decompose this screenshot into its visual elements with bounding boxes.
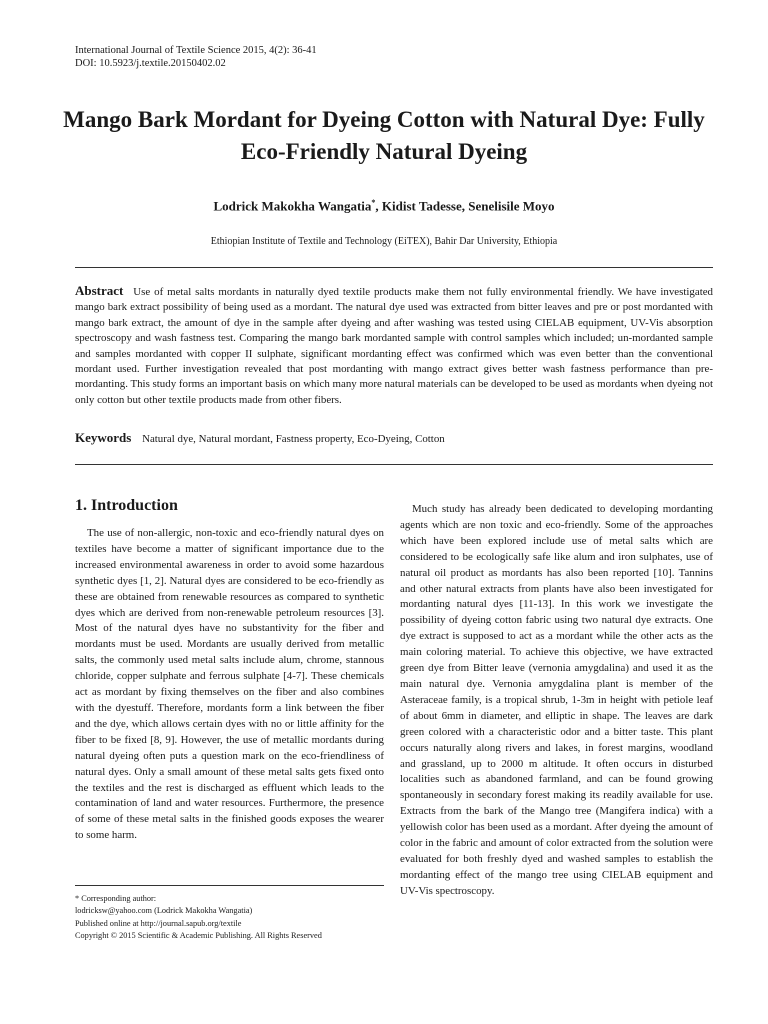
corresponding-mark: * — [371, 198, 376, 207]
intro-left-column: The use of non-allergic, non-toxic and eco-friendly natural dyes on textiles have become a matter of significant importance due to the increased environmental awareness in order to avoid some hazardous synthetic dyes [1, 2]. Natural dyes are considered to be eco-friendly as these are obtained from renewable resources as compared to synthetic dyes which are derived from non-renewable petroleum resources [3]. Most of the natural dyes have no substantivity for the fiber and mordants must be used. Mordants are usually derived from metallic salts, the commonly used metal salts include alum, chrome, stannous chloride, copper sulphate and ferrous sulphate [4-7]. These chemicals act as mordant by fixing themselves on the fiber and also combines with the dyestuff. Therefore, mordants form a link between the fiber and the dye, which allows certain dyes with no or little affinity for the fiber to be fixed [8, 9]. However, the use of metallic mordants during natural dyeing often puts a question mark on the eco-friendliness of natural dyes. Only a small amount of these metal salts gets fixed onto the textiles and the rest is discharged as effluent which leads to the contamination of land and water resources. Furthermore, the presence of some of these metal salts in the finished goods exposes the wearer to some harm. — [75, 527, 384, 842]
section-heading-introduction: 1. Introduction — [75, 497, 178, 514]
divider-top — [75, 267, 713, 268]
footnote-corresponding: * Corresponding author: — [75, 894, 157, 903]
doi[interactable]: DOI: 10.5923/j.textile.20150402.02 — [75, 58, 226, 69]
footnote-divider — [75, 885, 384, 886]
divider-bottom — [75, 464, 713, 465]
footnote-email[interactable]: lodricksw@yahoo.com (Lodrick Makokha Wangatia) — [75, 906, 253, 916]
paper-title: Mango Bark Mordant for Dyeing Cotton with Natural Dye: Fully Eco-Friendly Natural Dyeing — [63, 107, 705, 164]
abstract — [75, 283, 713, 408]
footnote-copyright: Copyright © 2015 Scientific & Academic Publishing. All Rights Reserved — [75, 930, 322, 940]
keywords-heading: Keywords — [75, 430, 132, 445]
author-rest: , Kidist Tadesse, Senelisile Moyo — [375, 198, 555, 214]
author-first: Lodrick Makokha Wangatia — [213, 198, 372, 214]
keywords — [75, 430, 713, 446]
journal-header — [75, 44, 317, 70]
intro-right-column: Much study has already been dedicated to developing mordanting agents which are non toxic and eco-friendly. Some of the approaches which have been explored include use of metal salts which are considered to be ecologically safe like alum and iron sulphates, use of natural oil product as mordants has also been reported [10]. Tannins and other natural extracts from plants have also been investigated for mordanting natural dyes [11-13]. In this work we investigate the possibility of dyeing cotton fabric using two natural dye extracts. One dye extract is supposed to act as a mordant while the other acts as the main coloring material. To achieve this objective, we have extracted green dye from Bitter leave (vernonia amygdalina) and used it as the main natural dye. Vernonia amygdalina plant is member of the Asteraceae family, is a tropical shrub, 1-3m in height with petiole leaf of about 6mm in diameter, and elliptic in shape. The leaves are dark green colored with a characteristic odor and a bitter taste. This plant occurs naturally along rivers and lakes, in forest margins, woodland and grassland, up to 2000 m altitude. It often occurs in disturbed localities such as abandoned farmland, and can be found growing spontaneously in secondary forest making its readily available for use. Extracts from the bark of the Mango tree (Mangifera indica) with a yellowish color has been used as a mordant. After dyeing the amount of color in the fabric and amount of color extracted from the solution were evaluated for both freshly dyed and washed samples to establish the mordanting effect of the mango tree using CIELAB equipment and UV-Vis spectroscopy. — [400, 503, 713, 897]
footnote-published[interactable]: Published online at http://journal.sapub.org/textile — [75, 918, 242, 928]
journal-citation: International Journal of Textile Science 2015, 4(2): 36-41 — [75, 45, 317, 56]
authors — [60, 198, 708, 214]
keywords-text: Natural dye, Natural mordant, Fastness property, Eco-Dyeing, Cotton — [142, 433, 445, 445]
footnotes — [75, 893, 384, 942]
abstract-heading: Abstract — [75, 283, 124, 298]
abstract-text: Use of metal salts mordants in naturally dyed textile products make them not fully environmental friendly. We have investigated mango bark extract possibility of being used as a mordant. The natural dye used was extracted from bitter leaves and pre or post mordanted with mango bark extract, the amount of dye in the sample after dyeing and after washing was tested using CIELAB equipment, UV-Vis absorption spectroscopy and wash fastness test. Comparing the mango bark mordanted sample with control samples which included; un-mordanted sample and samples mordanted with copper II sulphate, significant mordanting effect was confirmed which was even better than the conventional mordant used. Further investigation revealed that post mordanting with mango extract gives better wash fastness performance than pre-mordanting. This study forms an important basis on which many more natural materials can be developed to be used as mordants when dyeing not only cotton but other textile products made from other fibers. — [75, 286, 713, 406]
affiliation: Ethiopian Institute of Textile and Technology (EiTEX), Bahir Dar University, Ethiopia — [210, 236, 558, 247]
